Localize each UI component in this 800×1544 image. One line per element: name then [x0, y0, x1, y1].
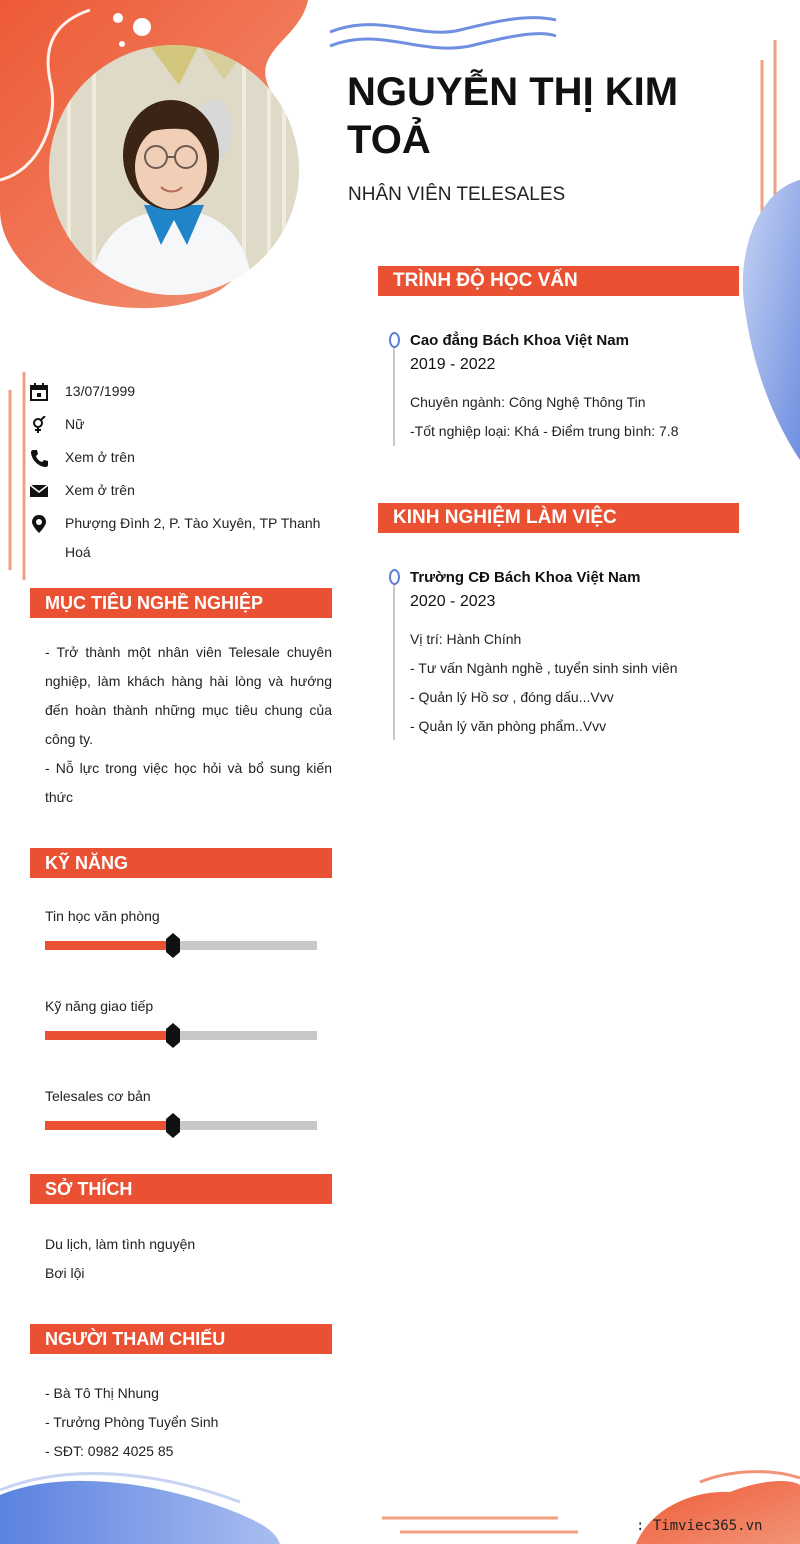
gender-text: Nữ — [65, 416, 85, 432]
email-text: Xem ở trên — [65, 482, 135, 498]
experience-detail: - Quản lý văn phòng phẩm..Vvv — [410, 718, 607, 734]
calendar-icon — [30, 383, 48, 401]
skill-bar — [45, 1121, 317, 1130]
experience-detail: - Tư vấn Ngành nghề , tuyển sinh sinh viên — [410, 660, 678, 676]
objective-heading: MỤC TIÊU NGHỀ NGHIỆP — [30, 588, 332, 618]
experience-detail: - Quản lý Hồ sơ , đóng dấu...Vvv — [410, 689, 614, 705]
hobby-item: Du lịch, làm tình nguyện — [45, 1236, 196, 1252]
objective-line: - Trở thành một nhân viên Telesale chuyên nghiệp, làm khách hàng hài lòng và hướng đến hoàn thành những mục tiêu chung của công ty. — [45, 644, 332, 747]
education-timeline-line — [393, 338, 395, 446]
skill-level-knob — [166, 1023, 180, 1048]
address-text: Phượng Đình 2, P. Tào Xuyên, TP Thanh Hoá — [65, 515, 321, 560]
timeline-marker-icon — [389, 569, 400, 585]
education-detail: Chuyên ngành: Công Nghệ Thông Tin — [410, 394, 646, 410]
skill-level-knob — [166, 933, 180, 958]
skill-level-knob — [166, 1113, 180, 1138]
experience-detail: Vị trí: Hành Chính — [410, 631, 522, 647]
education-heading: TRÌNH ĐỘ HỌC VẤN — [378, 266, 739, 296]
experience-heading: KINH NGHIỆM LÀM VIỆC — [378, 503, 739, 533]
experience-timeline-line — [393, 574, 395, 740]
experience-years: 2020 - 2023 — [410, 593, 496, 610]
skill-name: Telesales cơ bản — [45, 1088, 151, 1104]
timeline-marker-icon — [389, 332, 400, 348]
gender-icon — [30, 416, 48, 434]
reference-item: - SĐT: 0982 4025 85 — [45, 1443, 174, 1459]
skill-name: Tin học văn phòng — [45, 908, 160, 924]
reference-item: - Bà Tô Thị Nhung — [45, 1385, 159, 1401]
skill-fill — [45, 1031, 173, 1040]
skills-heading: KỸ NĂNG — [30, 848, 332, 878]
job-title: NHÂN VIÊN TELESALES — [348, 184, 566, 205]
footer-watermark: : Timviec365.vn — [636, 1518, 763, 1534]
skill-fill — [45, 1121, 173, 1130]
skill-bar — [45, 941, 317, 950]
hobby-item: Bơi lội — [45, 1265, 85, 1281]
experience-company: Trường CĐ Bách Khoa Việt Nam — [410, 569, 641, 586]
candidate-name: NGUYỄN THỊ KIM TOẢ — [347, 70, 679, 162]
objective-line: - Nỗ lực trong việc học hỏi và bổ sung kiến thức — [45, 760, 332, 805]
education-school: Cao đẳng Bách Khoa Việt Nam — [410, 332, 629, 349]
phone-icon — [30, 449, 48, 467]
phone-text: Xem ở trên — [65, 449, 135, 465]
hobbies-heading: SỞ THÍCH — [30, 1174, 332, 1204]
location-icon — [30, 515, 48, 533]
email-icon — [30, 482, 48, 500]
avatar — [49, 45, 299, 295]
references-heading: NGƯỜI THAM CHIẾU — [30, 1324, 332, 1354]
education-detail: -Tốt nghiệp loại: Khá - Điểm trung bình: 7.8 — [410, 423, 679, 439]
skill-name: Kỹ năng giao tiếp — [45, 998, 154, 1014]
skill-fill — [45, 941, 173, 950]
profile-photo — [49, 45, 299, 295]
education-years: 2019 - 2022 — [410, 356, 496, 373]
birthday-text: 13/07/1999 — [65, 383, 136, 399]
skill-bar — [45, 1031, 317, 1040]
reference-item: - Trưởng Phòng Tuyển Sinh — [45, 1414, 219, 1430]
